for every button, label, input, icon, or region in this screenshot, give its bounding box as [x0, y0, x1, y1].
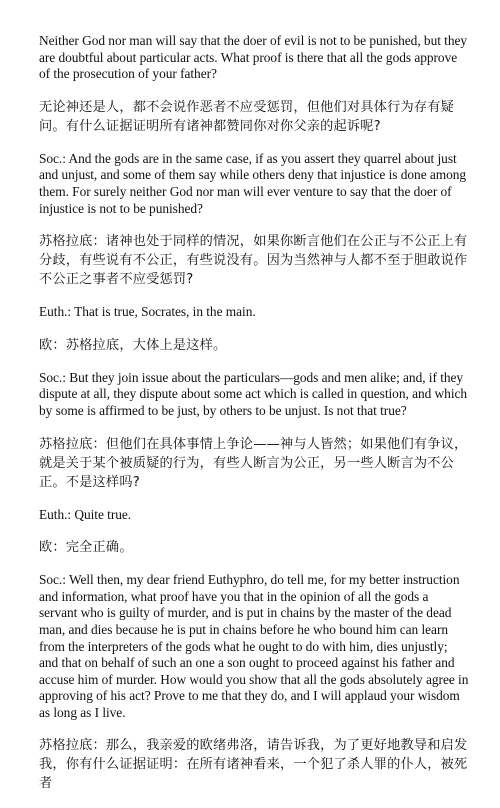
paragraph-en-2: Soc.: And the gods are in the same case, if as you assert they quarrel about just and unjust, and some of them say while others deny that injustice is done among them. For surely neither God nor man will ever venture to say that the doer of injustice is not to be punished?	[39, 150, 467, 216]
paragraph-en-3: Euth.: That is true, Socrates, in the main.	[39, 304, 256, 320]
paragraph-en-4: Soc.: But they join issue about the particulars—gods and men alike; and, if they dispute at all, they dispute about some act which is called in question, and which by some is affirmed to be just, by others to be unjust. Is not that true?	[39, 369, 468, 418]
paragraph-en-5: Euth.: Quite true.	[39, 506, 132, 522]
paragraph-zh-1: 无论神还是人，都不会说作恶者不应受惩罚，但他们对具体行为存有疑问。有什么证据证明所有诸神都赞同你对你父亲的起诉呢?	[39, 99, 455, 134]
paragraph-zh-6: 苏格拉底：那么，我亲爱的欧绪弗洛，请告诉我，为了更好地教导和启发我，你有什么证据证明：在所有诸神看来，一个犯了杀人罪的仆人，被死者	[39, 738, 468, 792]
paragraph-zh-4: 苏格拉底：但他们在具体事情上争论——神与人皆然；如果他们有争议，就是关于某个被质疑的行为，有些人断言为公正，另一些人断言为不公正。不是这样吗?	[39, 436, 468, 490]
document-page	[39, 33, 469, 808]
paragraph-zh-2: 苏格拉底：诸神也处于同样的情况，如果你断言他们在公正与不公正上有分歧，有些说有不公正，有些说没有。因为当然神与人都不至于胆敢说作不公正之事者不应受惩罚?	[39, 234, 468, 288]
paragraph-en-1: Neither God nor man will say that the doer of evil is not to be punished, but they are doubtful about particular acts. What proof is there that all the gods approve of the prosecution of your father?	[39, 33, 468, 82]
paragraph-zh-5: 欧：完全正确。	[39, 540, 133, 556]
paragraph-zh-3: 欧：苏格拉底，大体上是这样。	[39, 337, 227, 353]
paragraph-en-6: Soc.: Well then, my dear friend Euthyphro, do tell me, for my better instruction and information, what proof have you that in the opinion of all the gods a servant who is guilty of murder, and is put in chains by the master of the dead man, and dies because he is put in chains before he who bound him can learn from the interpreters of the gods what he ought to do with him, dies unjustly; and that on behalf of such an one a son ought to proceed against his father and accuse him of murder. How would you show that all the gods absolutely agree in approving of his act? Prove to me that they do, and I will applaud your wisdom as long as I live.	[39, 572, 469, 720]
